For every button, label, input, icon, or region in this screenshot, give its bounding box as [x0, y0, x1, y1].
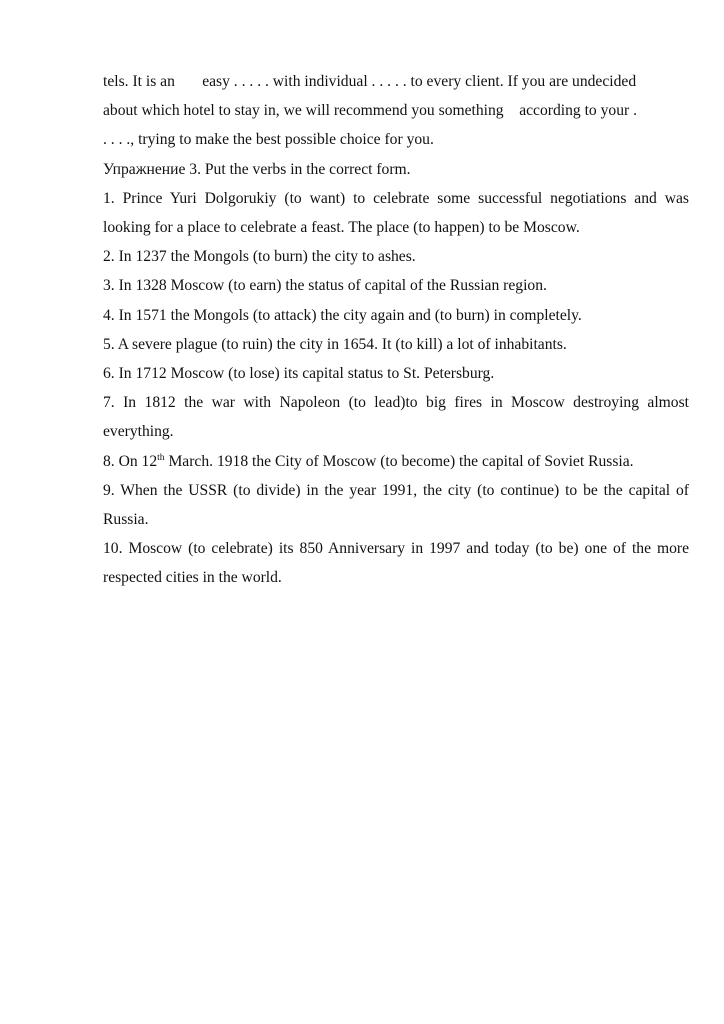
exercise-heading: Упражнение 3. Put the verbs in the correct form. — [103, 160, 411, 178]
exercise-item-8 — [103, 447, 689, 476]
exercise-item-7: 7. In 1812 the war with Napoleon (to lead)to big fires in Moscow destroying almost everything. — [103, 394, 689, 441]
exercise-item-2: 2. In 1237 the Mongols (to burn) the city to ashes. — [103, 248, 416, 266]
item-8-superscript: th — [157, 452, 165, 463]
continuation-line-2b: according to your . — [519, 102, 637, 120]
exercise-item-1: 1. Prince Yuri Dolgorukiy (to want) to celebrate some successful negotiations and was looking for a place to celebrate a feast. The place (to happen) to be Moscow. — [103, 189, 689, 237]
document-body — [103, 67, 689, 593]
exercise-item-6: 6. In 1712 Moscow (to lose) its capital status to St. Petersburg. — [103, 365, 495, 383]
continuation-line-1a: tels. It is an — [103, 73, 175, 90]
exercise-item-5: 5. A severe plague (to ruin) the city in 1654. It (to kill) a lot of inhabitants. — [103, 335, 567, 353]
continuation-line-2a: about which hotel to stay in, we will recommend you something — [103, 102, 504, 120]
exercise-item-9: 9. When the USSR (to divide) in the year 1991, the city (to continue) to be the capital of Russia. — [103, 481, 689, 529]
item-8-end: March. 1918 the City of Moscow (to become) the capital of Soviet Russia. — [164, 452, 634, 470]
exercise-item-3: 3. In 1328 Moscow (to earn) the status of capital of the Russian region. — [103, 277, 547, 295]
continuation-paragraph — [103, 67, 689, 155]
continuation-line-1b: easy . . . . . with individual . . . . . to every client. If you are undecided — [202, 73, 637, 90]
continuation-line-3: . . . ., trying to make the best possible choice for you. — [103, 131, 434, 149]
exercise-item-10: 10. Moscow (to celebrate) its 850 Anniversary in 1997 and today (to be) one of the more respected cities in the world. — [103, 540, 689, 587]
item-8-start: 8. On 12 — [103, 452, 158, 470]
exercise-item-4: 4. In 1571 the Mongols (to attack) the city again and (to burn) in completely. — [103, 306, 582, 324]
